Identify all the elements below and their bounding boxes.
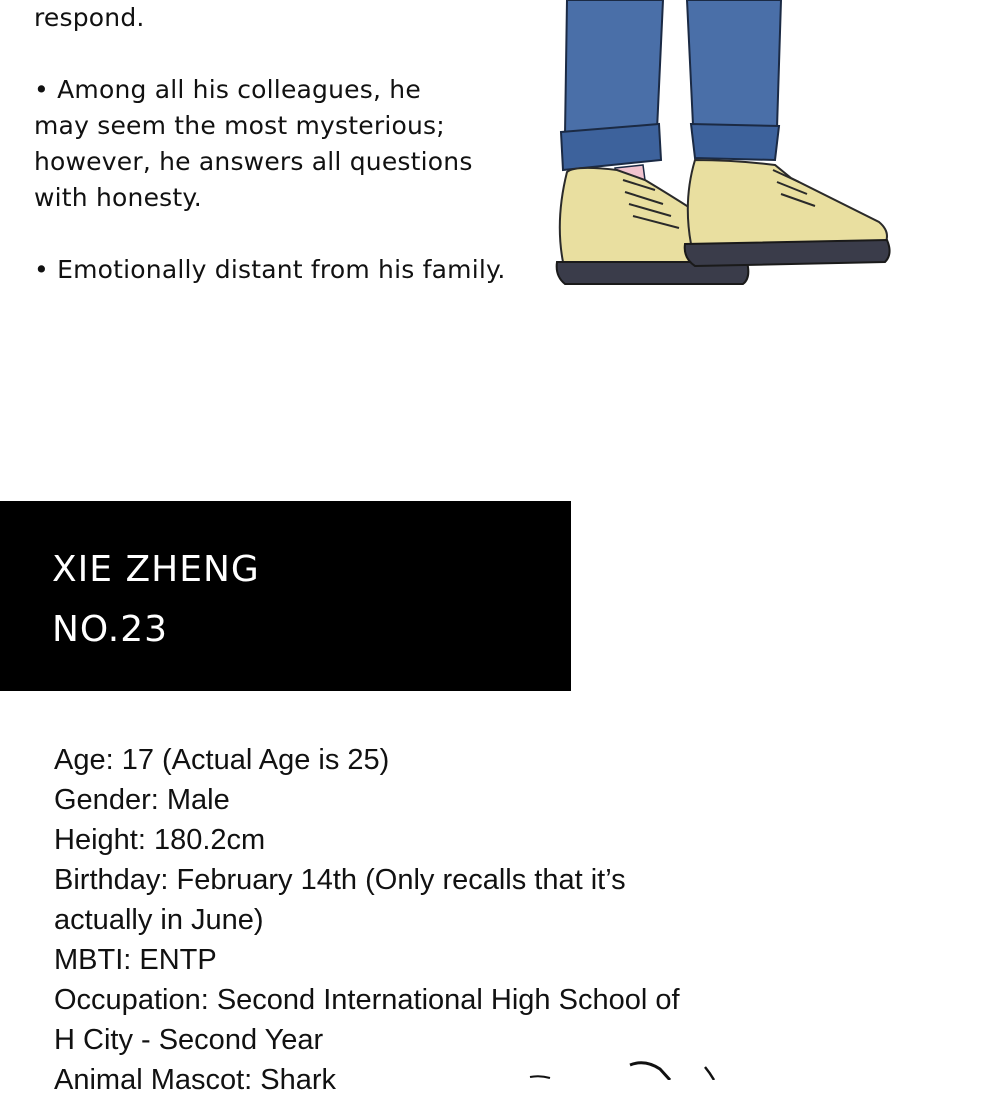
character-profile bbox=[54, 740, 774, 1100]
trait-spacer bbox=[34, 216, 534, 252]
profile-age: Age: 17 (Actual Age is 25) bbox=[54, 744, 390, 776]
profile-gender: Gender: Male bbox=[54, 784, 230, 816]
character-traits bbox=[34, 0, 534, 288]
shark-sketch-illustration bbox=[520, 1055, 740, 1080]
trait-line: with honesty. bbox=[34, 183, 202, 212]
trait-line: respond. bbox=[34, 3, 145, 32]
profile-occupation: Occupation: Second International High School of bbox=[54, 984, 680, 1016]
left-pant-leg bbox=[565, 0, 663, 135]
profile-birthday: Birthday: February 14th (Only recalls that it’s bbox=[54, 864, 626, 896]
trait-line: however, he answers all questions bbox=[34, 147, 473, 176]
character-name: XIE ZHENG bbox=[52, 549, 260, 590]
trait-line: may seem the most mysterious; bbox=[34, 111, 445, 140]
profile-mbti: MBTI: ENTP bbox=[54, 944, 217, 976]
character-name-card bbox=[0, 501, 571, 691]
profile-animal-mascot: Animal Mascot: Shark bbox=[54, 1064, 337, 1096]
right-shoe bbox=[688, 160, 887, 244]
trait-line: • Emotionally distant from his family. bbox=[34, 255, 506, 284]
character-number: NO.23 bbox=[52, 609, 169, 650]
right-pant-cuff bbox=[691, 124, 779, 160]
character-legs-illustration bbox=[545, 0, 905, 310]
trait-line: • Among all his colleagues, he bbox=[34, 75, 421, 104]
right-pant-leg bbox=[687, 0, 781, 128]
left-pant-cuff bbox=[561, 124, 661, 170]
sketch-tail bbox=[705, 1067, 714, 1080]
sketch-stroke bbox=[530, 1076, 550, 1078]
right-shoe-sole bbox=[685, 240, 890, 266]
trait-spacer bbox=[34, 36, 534, 72]
profile-birthday-continued: actually in June) bbox=[54, 904, 264, 936]
sketch-fin bbox=[630, 1063, 670, 1080]
profile-occupation-continued: H City - Second Year bbox=[54, 1024, 324, 1056]
profile-height: Height: 180.2cm bbox=[54, 824, 266, 856]
